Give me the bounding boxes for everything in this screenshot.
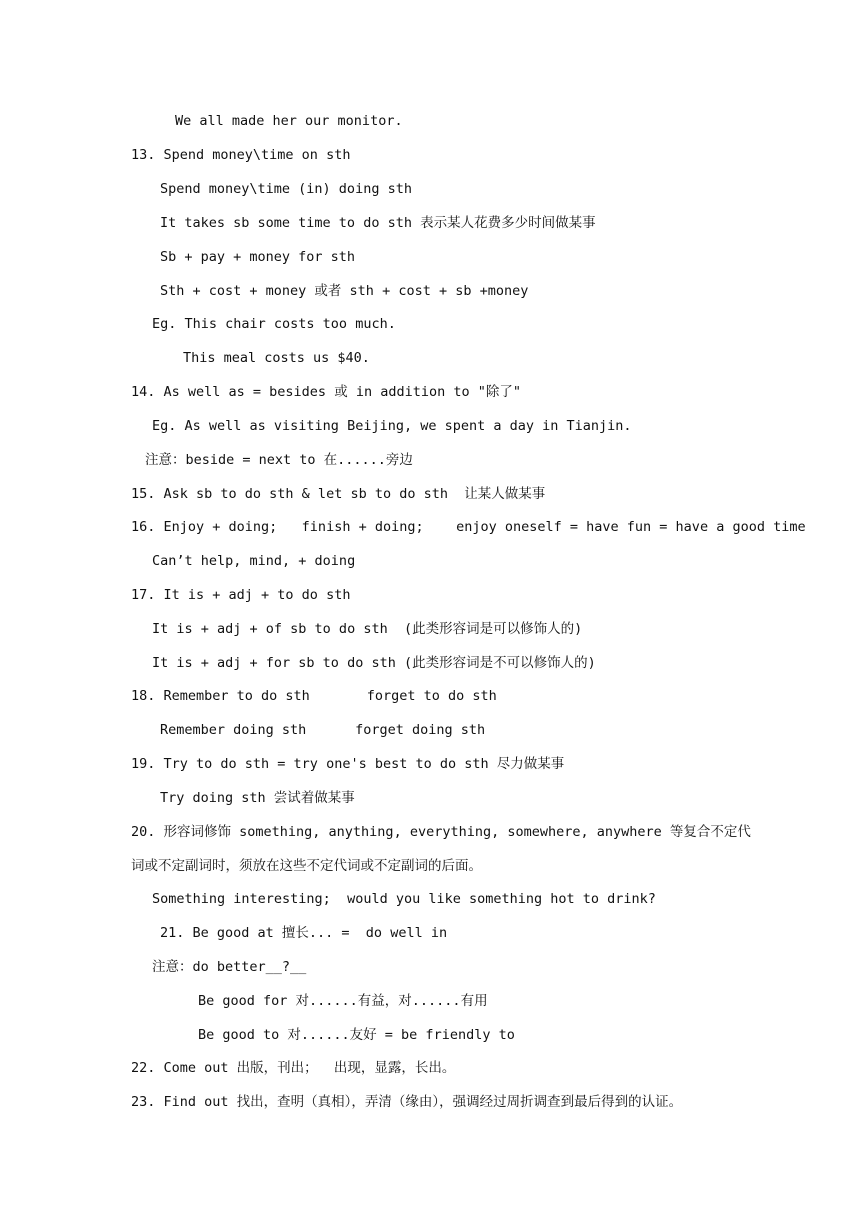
item-19-line-2: Try doing sth 尝试着做某事 bbox=[160, 790, 355, 806]
item-14-heading: 14. As well as = besides 或 in addition to "除了" bbox=[131, 384, 521, 400]
item-14-example: Eg. As well as visiting Beijing, we spent a day in Tianjin. bbox=[152, 418, 632, 434]
item-23-heading: 23. Find out 找出，查明（真相），弄清（缘由），强调经过周折调查到最后得到的认证。 bbox=[131, 1094, 683, 1110]
item-14-note: 注意：beside = next to 在......旁边 bbox=[145, 452, 413, 468]
item-13-line-2: Spend money\time (in) doing sth bbox=[160, 181, 412, 197]
item-13-example-2: This meal costs us $40. bbox=[183, 350, 370, 366]
item-16-line-2: Can’t help, mind, + doing bbox=[152, 553, 356, 569]
item-13-line-4: Sb + pay + money for sth bbox=[160, 249, 356, 265]
item-17-line-3: It is + adj + for sb to do sth (此类形容词是不可以修饰人的) bbox=[152, 655, 596, 671]
item-16-heading: 16. Enjoy + doing; finish + doing; enjoy oneself = have fun = have a good time bbox=[131, 519, 806, 535]
text-line-monitor-example: We all made her our monitor. bbox=[175, 113, 403, 129]
item-20-heading: 20. 形容词修饰 something, anything, everything, somewhere, anywhere 等复合不定代 bbox=[131, 824, 751, 840]
item-17-line-2: It is + adj + of sb to do sth (此类形容词是可以修饰人的) bbox=[152, 621, 583, 637]
item-21-heading: 21. Be good at 擅长... = do well in bbox=[160, 925, 448, 941]
item-13-line-5: Sth + cost + money 或者 sth + cost + sb +money bbox=[160, 283, 529, 299]
item-19-heading: 19. Try to do sth = try one's best to do sth 尽力做某事 bbox=[131, 756, 565, 772]
item-21-line-4: Be good to 对......友好 = be friendly to bbox=[198, 1027, 515, 1043]
item-21-line-3: Be good for 对......有益，对......有用 bbox=[198, 993, 488, 1009]
item-21-note: 注意：do better__?__ bbox=[152, 959, 307, 975]
item-13-line-3: It takes sb some time to do sth 表示某人花费多少时间做某事 bbox=[160, 215, 596, 231]
item-13-example-1: Eg. This chair costs too much. bbox=[152, 316, 396, 332]
item-18-line-2: Remember doing sth forget doing sth bbox=[160, 722, 486, 738]
item-20-continuation: 词或不定副词时，须放在这些不定代词或不定副词的后面。 bbox=[131, 858, 482, 874]
item-20-example: Something interesting; would you like something hot to drink? bbox=[152, 891, 656, 907]
item-13-heading: 13. Spend money\time on sth bbox=[131, 147, 351, 163]
item-17-heading: 17. It is + adj + to do sth bbox=[131, 587, 351, 603]
item-22-heading: 22. Come out 出版，刊出； 出现，显露，长出。 bbox=[131, 1060, 456, 1076]
item-15-heading: 15. Ask sb to do sth & let sb to do sth 让某人做某事 bbox=[131, 486, 546, 502]
item-18-heading: 18. Remember to do sth forget to do sth bbox=[131, 688, 497, 704]
